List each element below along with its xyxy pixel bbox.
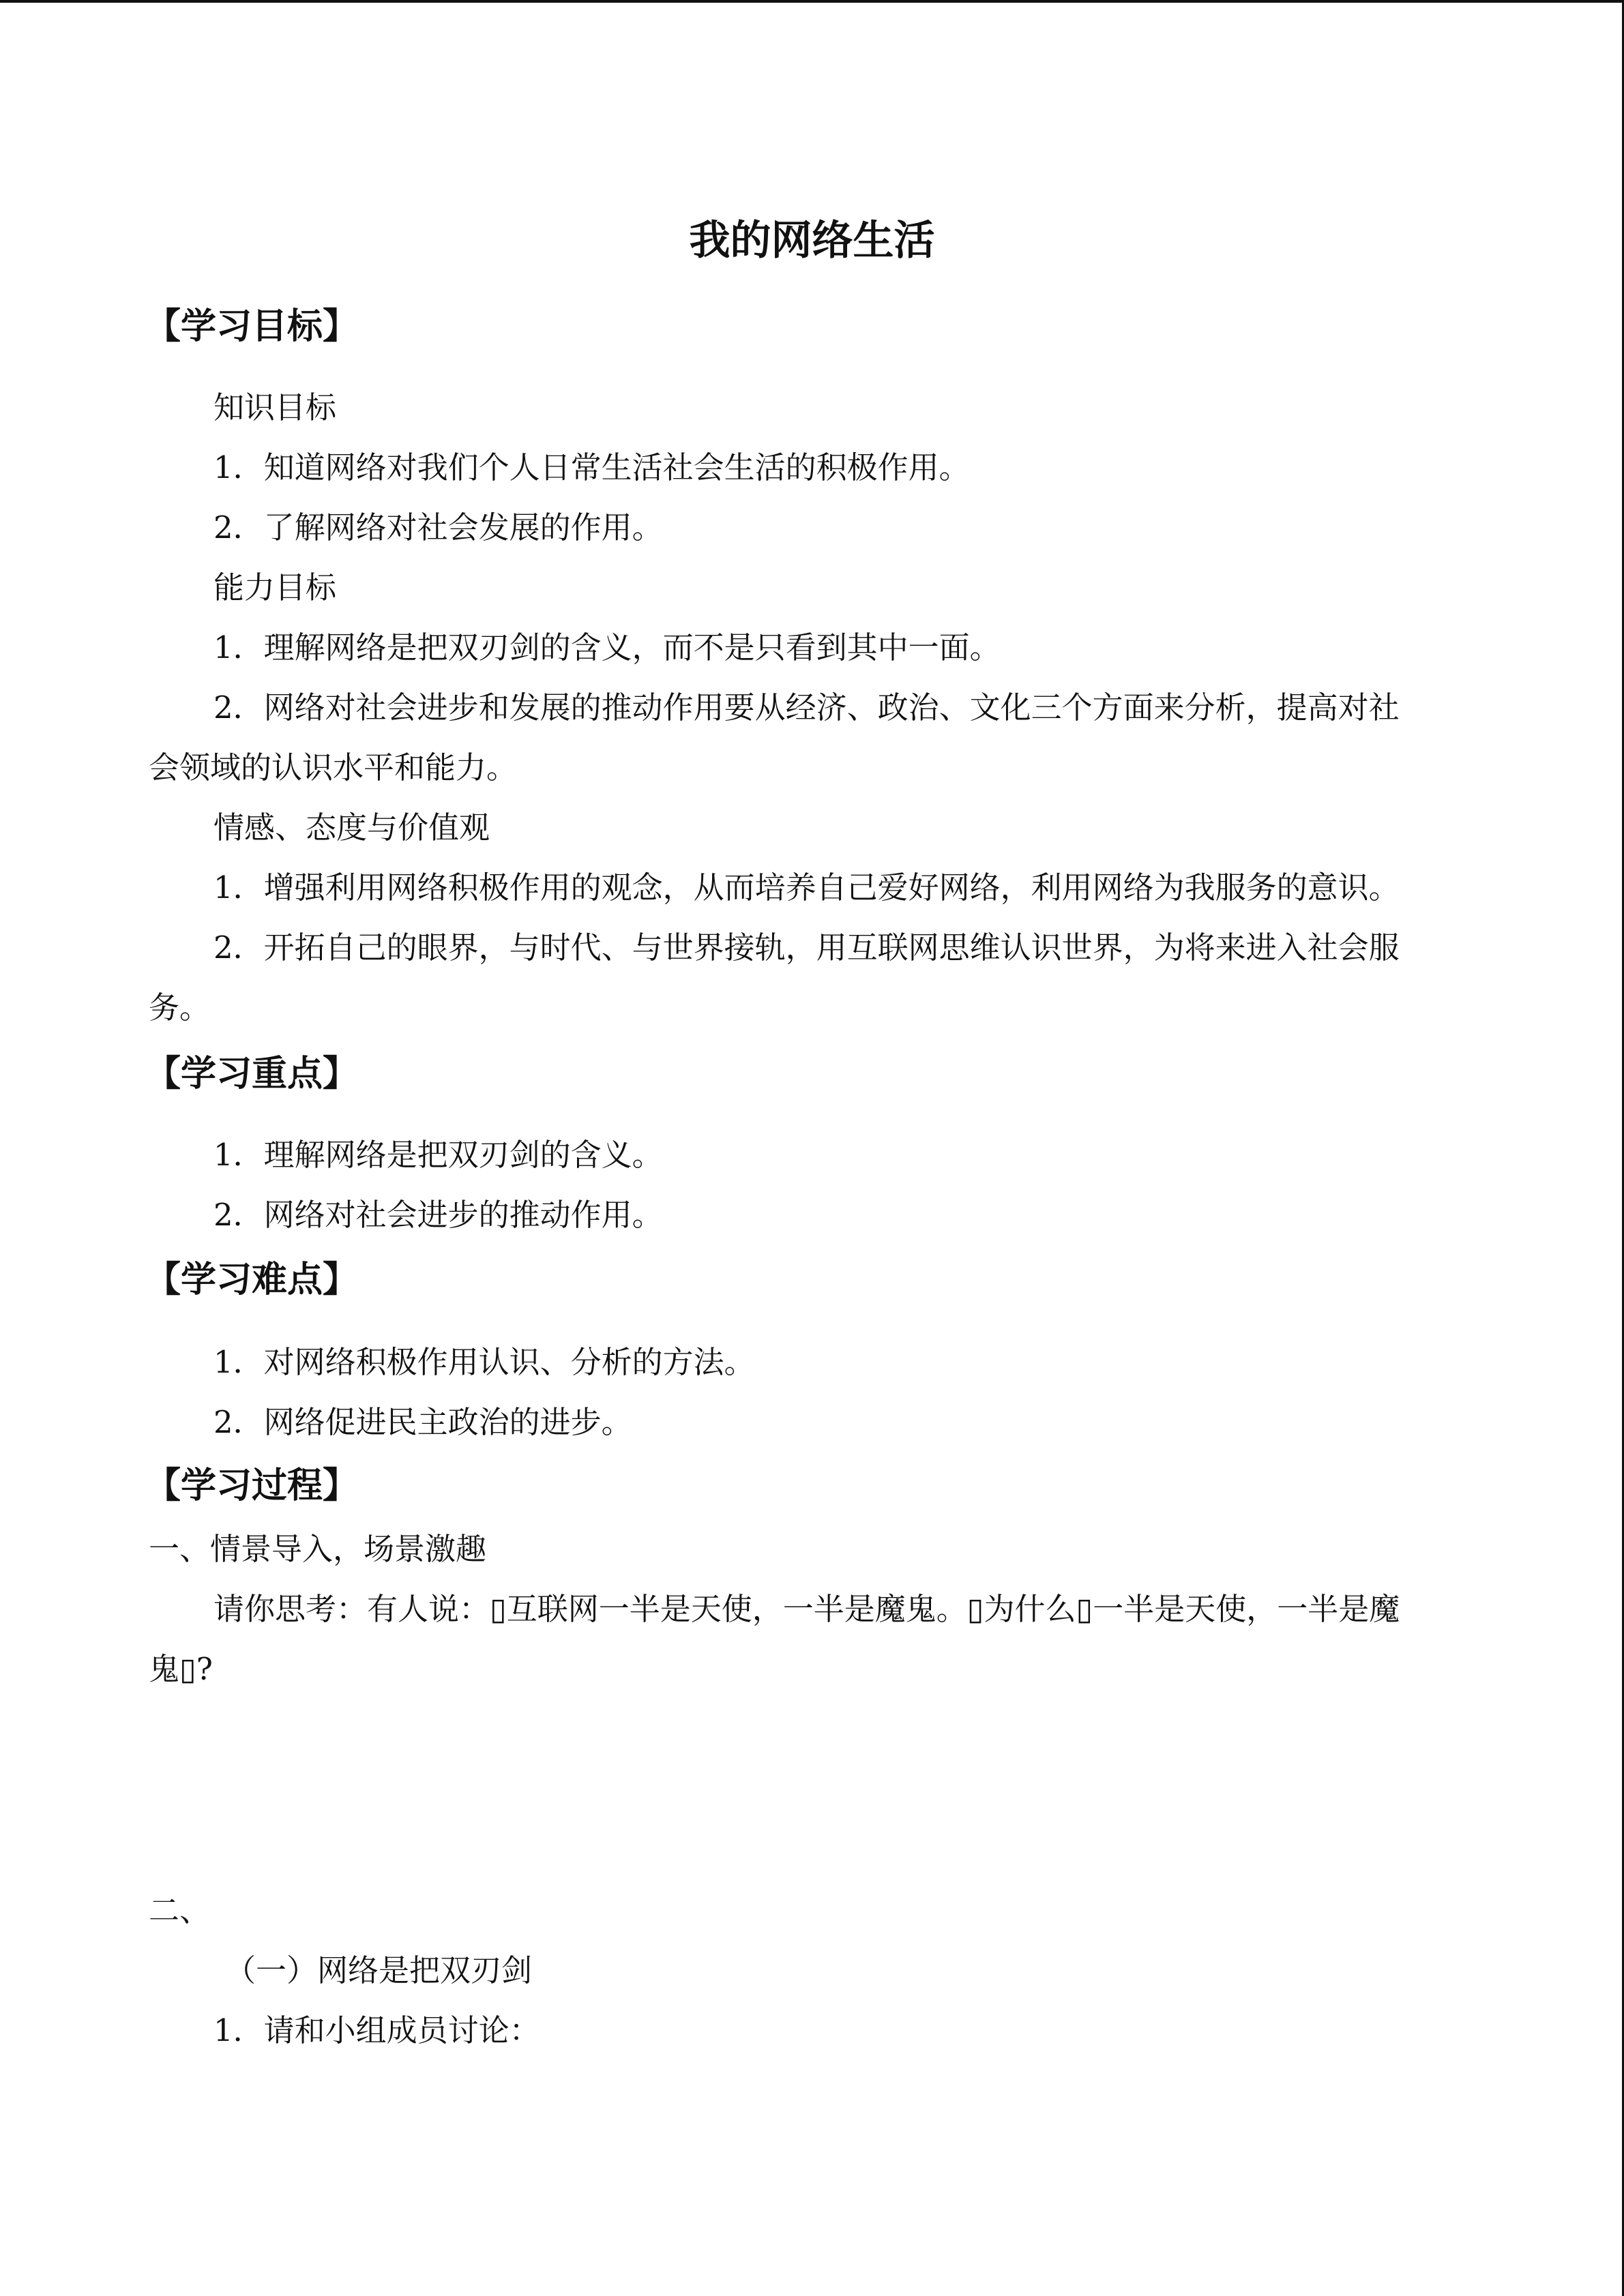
process-part-1-question-line-2: 鬼▯? (149, 1651, 213, 1687)
key-point-item-1: 1．理解网络是把双刃剑的含义。 (213, 1137, 663, 1173)
ability-goal-item-1: 1．理解网络是把双刃剑的含义，而不是只看到其中一面。 (213, 629, 1001, 666)
values-goal-item-2-line-2: 务。 (149, 989, 211, 1026)
heading-objectives: 【学习目标】 (145, 306, 359, 347)
values-goal-item-2-line-1: 2．开拓自己的眼界，与时代、与世界接轨，用互联网思维认识世界，为将来进入社会服 (213, 929, 1400, 966)
knowledge-goal-item-2: 2．了解网络对社会发展的作用。 (213, 509, 663, 546)
knowledge-goal-label: 知识目标 (213, 389, 337, 426)
ability-goal-item-2-line-2: 会领域的认识水平和能力。 (149, 749, 518, 786)
process-part-2-title: 二、 (149, 1892, 211, 1928)
process-part-1-title: 一、情景导入，场景激趣 (149, 1531, 487, 1567)
process-part-2-subheading: （一）网络是把双刃剑 (225, 1952, 533, 1988)
heading-key-points: 【学习重点】 (145, 1054, 359, 1094)
difficulty-item-1: 1．对网络积极作用认识、分析的方法。 (213, 1344, 755, 1380)
heading-difficulties: 【学习难点】 (145, 1259, 359, 1300)
values-goal-item-1: 1．增强利用网络积极作用的观念，从而培养自己爱好网络，利用网络为我服务的意识。 (213, 869, 1400, 906)
heading-process: 【学习过程】 (145, 1465, 359, 1506)
key-point-item-2: 2．网络对社会进步的推动作用。 (213, 1197, 663, 1233)
difficulty-item-2: 2．网络促进民主政治的进步。 (213, 1404, 632, 1440)
document-title: 我的网络生活 (689, 217, 935, 265)
process-part-2-item-1: 1．请和小组成员讨论： (213, 2012, 540, 2048)
ability-goal-label: 能力目标 (213, 569, 337, 606)
process-part-1-question-line-1: 请你思考：有人说：▯互联网一半是天使，一半是魔鬼。▯为什么▯一半是天使，一半是魔 (213, 1591, 1400, 1627)
ability-goal-item-2-line-1: 2．网络对社会进步和发展的推动作用要从经济、政治、文化三个方面来分析，提高对社 (213, 689, 1400, 726)
values-goal-label: 情感、态度与价值观 (213, 809, 490, 846)
knowledge-goal-item-1: 1．知道网络对我们个人日常生活社会生活的积极作用。 (213, 449, 970, 486)
